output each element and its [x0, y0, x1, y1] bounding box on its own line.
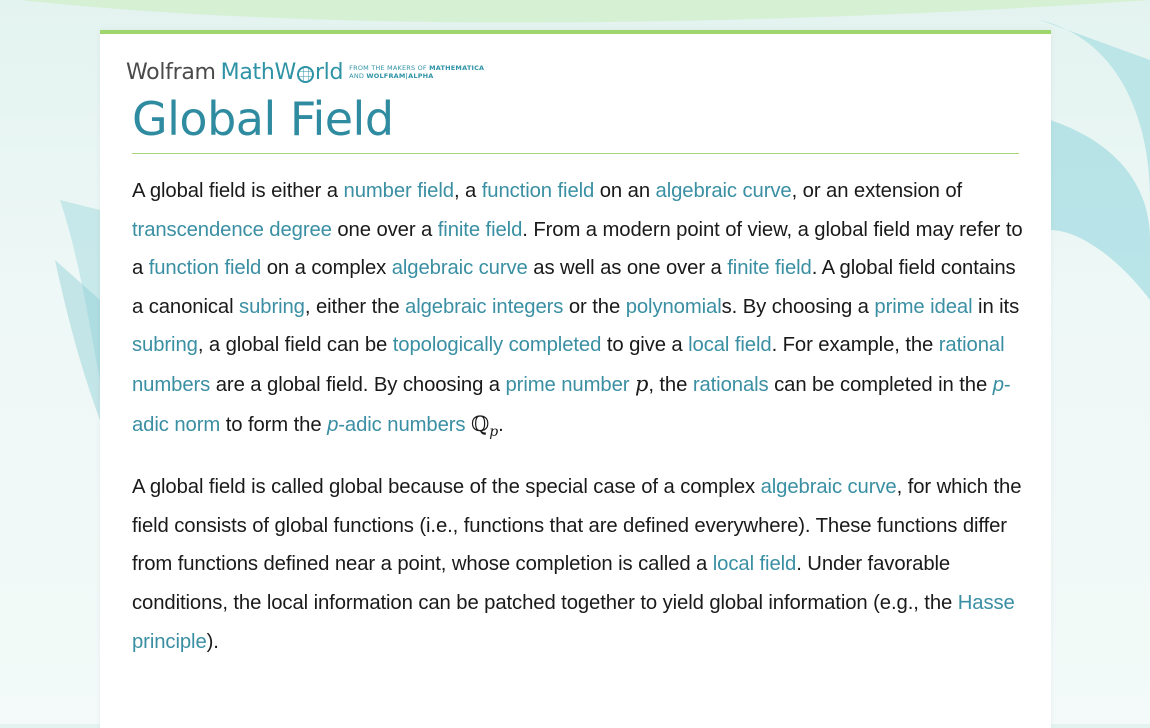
site-logo[interactable] — [126, 60, 484, 85]
math-sub-p: p — [489, 423, 499, 440]
text: are a global field. By choosing a — [210, 373, 506, 396]
text: or the — [563, 295, 626, 318]
link-finite-field-2[interactable]: finite field — [727, 257, 812, 280]
logo-wolfram-text: Wolfram — [126, 60, 216, 85]
link-algebraic-curve-2[interactable]: algebraic curve — [391, 257, 528, 280]
text: as well as one over a — [527, 257, 728, 280]
tagline-line2: AND — [349, 71, 365, 80]
link-algebraic-curve[interactable]: algebraic curve — [655, 180, 792, 202]
logo-mathworld-suffix: rld — [314, 60, 344, 85]
article-body — [132, 172, 1027, 678]
link-algebraic-integers[interactable]: algebraic integers — [405, 295, 564, 318]
text: ). — [206, 630, 219, 653]
link-var: p — [327, 413, 339, 436]
text: one over a — [331, 218, 438, 241]
link-polynomial[interactable]: polynomial — [625, 295, 722, 318]
text: on a complex — [261, 257, 392, 280]
paragraph-2 — [132, 468, 1027, 661]
text: to form the — [220, 413, 328, 436]
text: . From a modern point of view, a global field may refer to a — [132, 218, 1023, 280]
paragraph-1 — [132, 172, 1027, 451]
link-local-field[interactable]: local field — [688, 334, 772, 357]
article-card — [100, 30, 1051, 728]
link-subring[interactable]: subring — [239, 295, 305, 318]
link-hasse-principle[interactable]: Hasse principle — [132, 591, 1015, 653]
text: . Under favorable conditions, the local information can be patched together to yield global information (e.g., the — [132, 553, 958, 614]
text: . For example, the — [771, 334, 939, 357]
text: . A global field contains a canonical — [132, 257, 1016, 318]
link-p-adic-numbers[interactable] — [327, 414, 465, 436]
text: can be completed in the — [768, 373, 993, 396]
title-divider — [132, 153, 1019, 154]
text: , a global field can be — [197, 334, 393, 357]
text: , either the — [304, 295, 406, 318]
link-var: p — [992, 373, 1004, 396]
tagline-line1: FROM THE MAKERS OF — [349, 64, 427, 72]
logo-mathworld-text — [221, 60, 344, 85]
link-algebraic-curve-3[interactable]: algebraic curve — [760, 476, 897, 499]
link-text: -adic norm — [132, 373, 1011, 436]
math-q: ℚ — [471, 411, 490, 436]
link-prime-number[interactable]: prime number — [505, 373, 630, 396]
link-rational-numbers[interactable]: rational numbers — [132, 334, 1005, 396]
text: to give a — [601, 334, 689, 357]
tagline-line1-bold: MATHEMATICA — [429, 64, 485, 72]
link-rationals[interactable]: rationals — [692, 373, 769, 396]
text: , for which the field consists of global functions (i.e., functions that are defined everywhere). These functions differ from functions defined near a point, whose completion is called a — [132, 476, 1022, 576]
text: , the — [648, 373, 693, 396]
link-topologically-completed[interactable]: topologically completed — [392, 334, 602, 357]
link-prime-ideal[interactable]: prime ideal — [874, 295, 973, 318]
link-function-field-2[interactable]: function field — [148, 257, 262, 280]
link-number-field[interactable]: number field — [343, 180, 454, 202]
link-local-field-2[interactable]: local field — [712, 553, 797, 576]
link-text: -adic numbers — [338, 413, 466, 436]
link-function-field[interactable]: function field — [481, 180, 595, 202]
text: . — [498, 413, 504, 436]
globe-icon — [297, 66, 314, 83]
link-subring-2[interactable]: subring — [132, 334, 198, 357]
text: on an — [594, 180, 656, 202]
text: in its — [972, 295, 1020, 318]
tagline-line2-bold: WOLFRAM|ALPHA — [366, 71, 434, 80]
text: s. By choosing a — [721, 295, 875, 318]
math-qp — [471, 411, 499, 440]
logo-mathworld-prefix: MathW — [220, 60, 296, 85]
link-transcendence-degree[interactable]: transcendence degree — [132, 218, 332, 241]
text: , or an extension of — [791, 180, 963, 202]
logo-tagline — [349, 65, 484, 80]
text: A global field is called global because of the special case of a complex — [132, 476, 761, 499]
text: , a — [453, 180, 482, 202]
link-finite-field[interactable]: finite field — [437, 218, 523, 241]
math-p: p — [634, 371, 649, 396]
page-title: Global Field — [132, 92, 394, 146]
text: A global field is either a — [132, 180, 344, 202]
